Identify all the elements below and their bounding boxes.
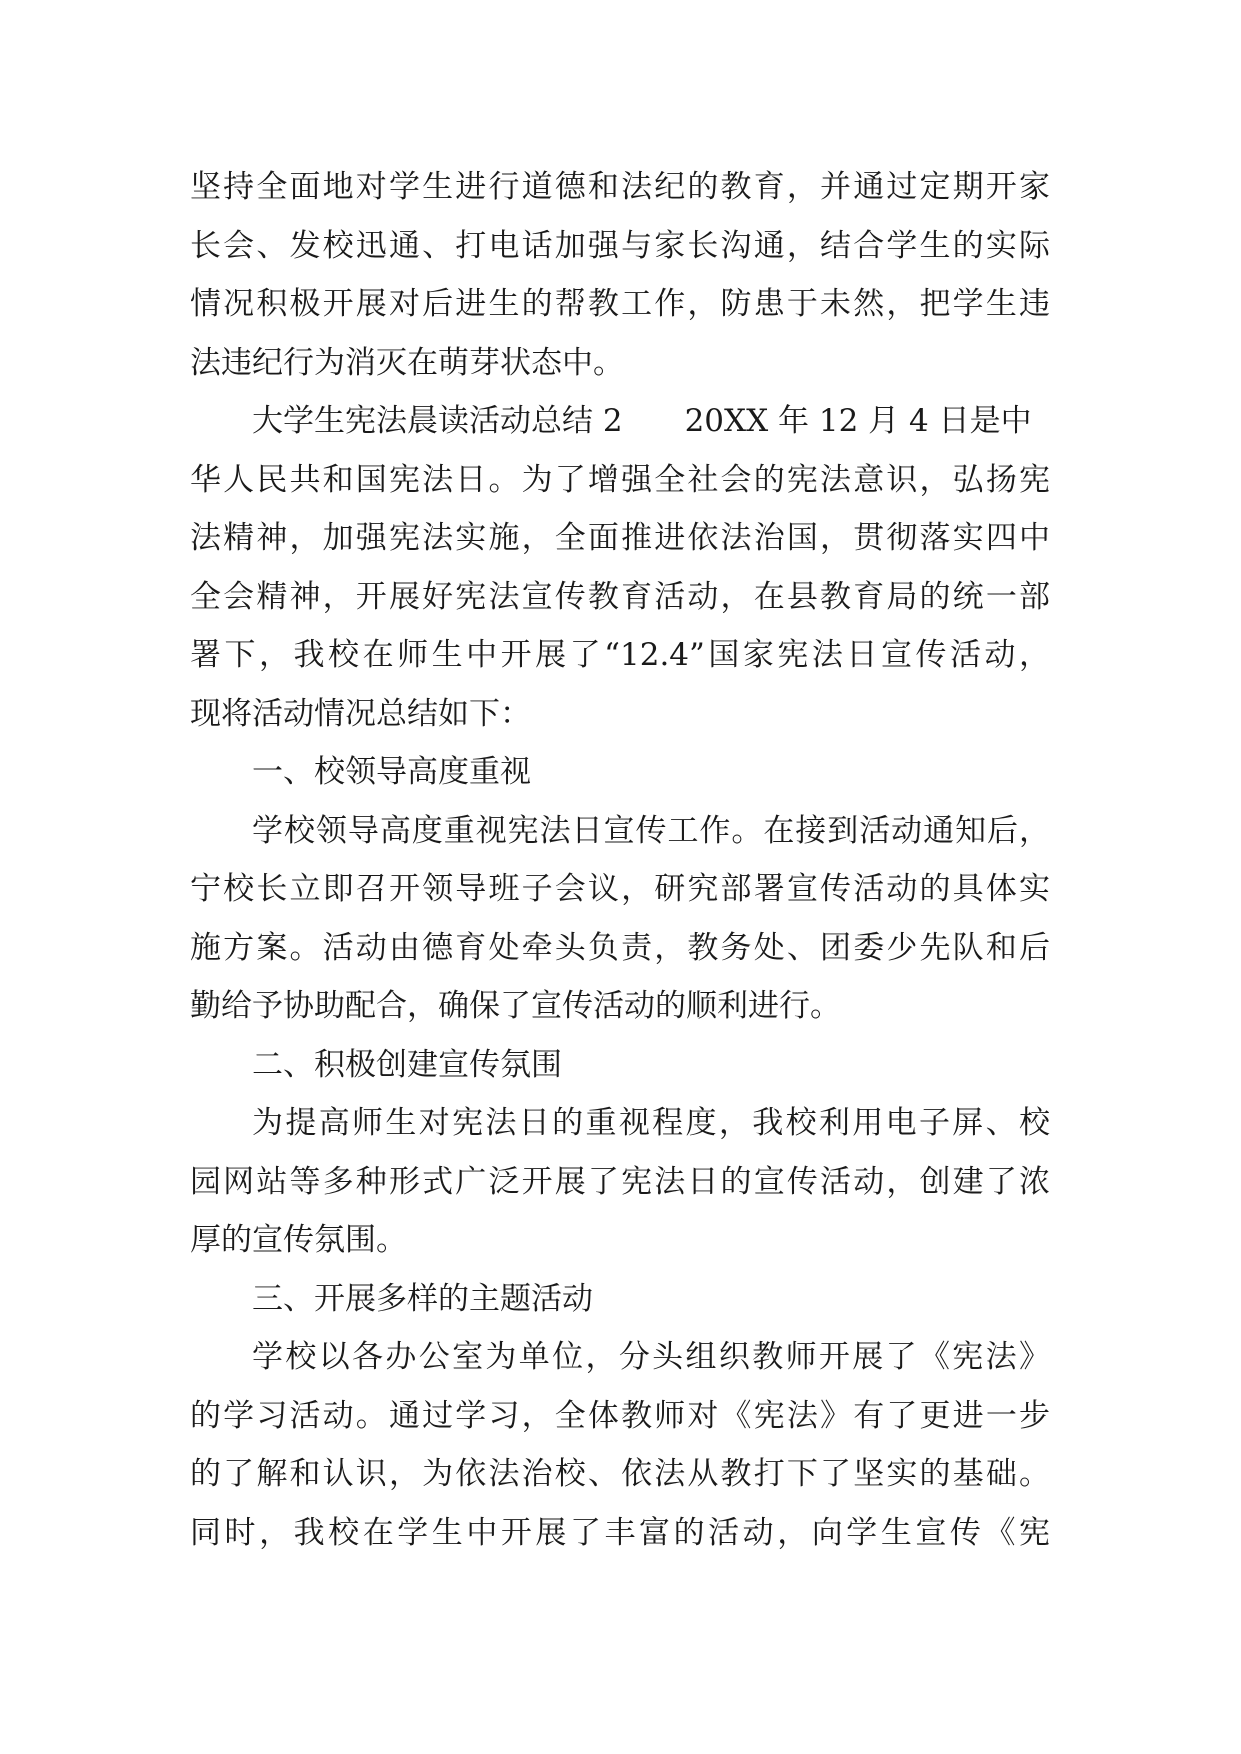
paragraph-line: 情况积极开展对后进生的帮教工作，防患于未然，把学生违 bbox=[190, 286, 1050, 322]
paragraph-line: 为提高师生对宪法日的重视程度，我校利用电子屏、校 bbox=[252, 1105, 1050, 1141]
paragraph-line: 现将活动情况总结如下： bbox=[190, 695, 531, 732]
paragraph-line: 厚的宣传氛围。 bbox=[190, 1222, 407, 1258]
paragraph-line: 宁校长立即召开领导班子会议，研究部署宣传活动的具体实 bbox=[190, 871, 1050, 907]
paragraph-line: 法违纪行为消灭在萌芽状态中。 bbox=[190, 344, 624, 381]
paragraph-line: 全会精神，开展好宪法宣传教育活动，在县教育局的统一部 bbox=[190, 578, 1050, 615]
paragraph-line: 长会、发校迅通、打电话加强与家长沟通，结合学生的实际 bbox=[190, 227, 1050, 264]
paragraph-line: 法精神，加强宪法实施，全面推进依法治国，贯彻落实四中 bbox=[190, 520, 1050, 556]
paragraph-line: 学校领导高度重视宪法日宣传工作。在接到活动通知后， bbox=[252, 812, 1050, 849]
section-title-line bbox=[190, 392, 1050, 451]
section-heading: 二、积极创建宣传氛围 bbox=[252, 1046, 562, 1083]
section-heading: 三、开展多样的主题活动 bbox=[252, 1280, 593, 1317]
paragraph-line: 勤给予协助配合，确保了宣传活动的顺利进行。 bbox=[190, 988, 841, 1024]
document-body bbox=[190, 158, 1050, 1562]
paragraph-line: 坚持全面地对学生进行道德和法纪的教育，并通过定期开家 bbox=[190, 169, 1050, 205]
paragraph-line: 同时，我校在学生中开展了丰富的活动，向学生宣传《宪 bbox=[190, 1514, 1050, 1551]
paragraph-line: 华人民共和国宪法日。为了增强全社会的宪法意识，弘扬宪 bbox=[190, 461, 1050, 498]
paragraph-line: 施方案。活动由德育处牵头负责，教务处、团委少先队和后 bbox=[190, 929, 1050, 966]
paragraph-line: 园网站等多种形式广泛开展了宪法日的宣传活动，创建了浓 bbox=[190, 1163, 1050, 1200]
paragraph-line-start: 20XX 年 12 月 4 日是中 bbox=[684, 403, 1032, 439]
paragraph-line: 的学习活动。通过学习，全体教师对《宪法》有了更进一步 bbox=[190, 1397, 1050, 1434]
paragraph-line: 学校以各办公室为单位，分头组织教师开展了《宪法》 bbox=[252, 1339, 1050, 1375]
section-heading: 一、校领导高度重视 bbox=[252, 754, 531, 790]
paragraph-line: 的了解和认识，为依法治校、依法从教打下了坚实的基础。 bbox=[190, 1456, 1050, 1492]
paragraph-line: 署下，我校在师生中开展了“12.4”国家宪法日宣传活动， bbox=[190, 637, 1050, 673]
section-title: 大学生宪法晨读活动总结 2 bbox=[252, 403, 623, 439]
